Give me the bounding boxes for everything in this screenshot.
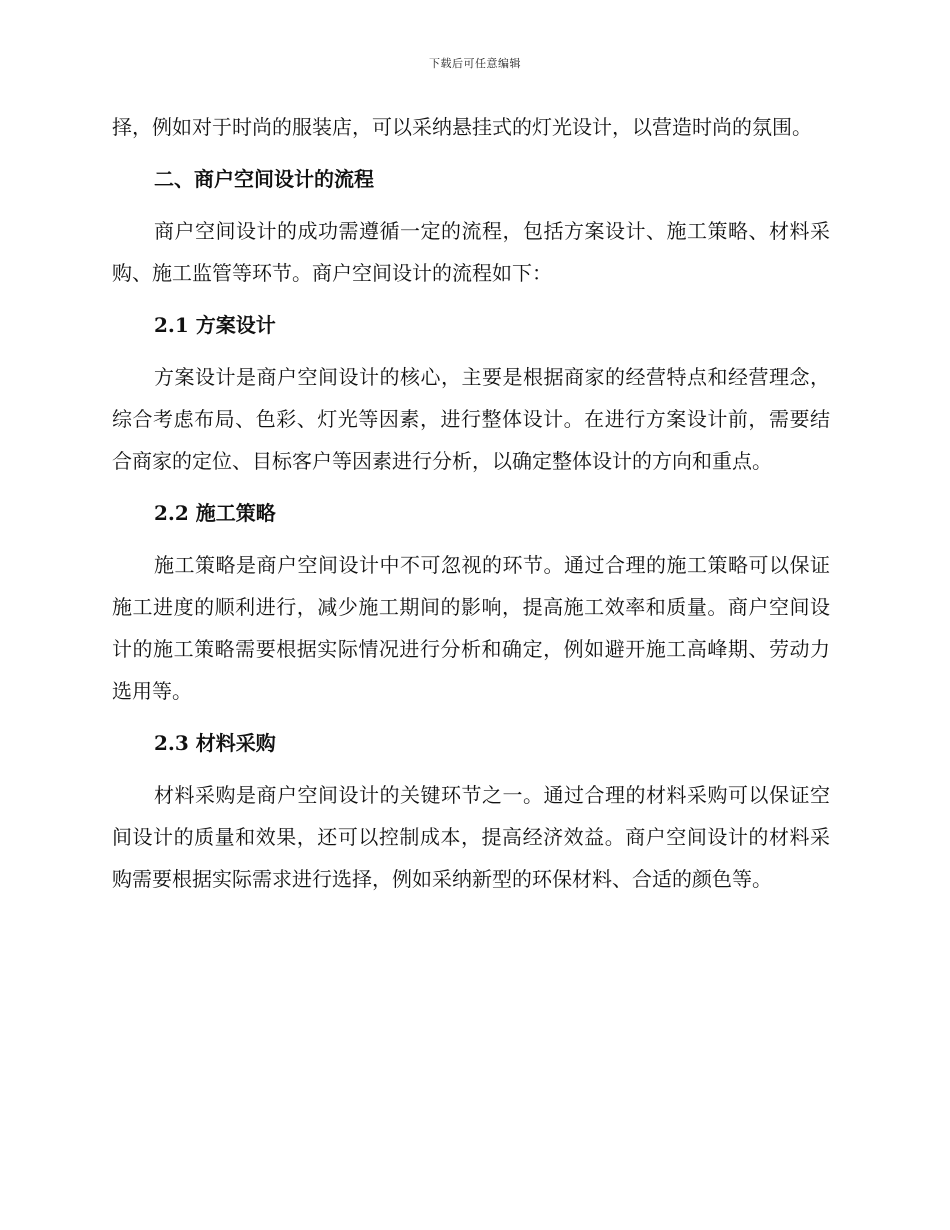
paragraph-construction-strategy: 施工策略是商户空间设计中不可忽视的环节。通过合理的施工策略可以保证施工进度的顺利进行，减少施工期间的影响，提高施工效率和质量。商户空间设计的施工策略需要根据实际情况进行分析和确定，例如避开施工高峰期、劳动力选用等。 [112, 553, 830, 703]
section-heading-process: 二、商户空间设计的流程 [154, 167, 374, 191]
page-header: 下载后可任意编辑 [429, 57, 521, 70]
paragraph-scheme-design: 方案设计是商户空间设计的核心，主要是根据商家的经营特点和经营理念，综合考虑布局、色彩、灯光等因素，进行整体设计。在进行方案设计前，需要结合商家的定位、目标客户等因素进行分析，以确定整体设计的方向和重点。 [112, 365, 830, 473]
paragraph-continuation: 择，例如对于时尚的服装店，可以采纳悬挂式的灯光设计，以营造时尚的氛围。 [112, 115, 812, 139]
subsection-heading-scheme-design: 2.1 方案设计 [154, 313, 276, 337]
subsection-heading-material-procurement: 2.3 材料采购 [154, 731, 276, 755]
document-body [112, 106, 830, 900]
subsection-heading-construction-strategy: 2.2 施工策略 [154, 501, 276, 525]
paragraph-material-procurement: 材料采购是商户空间设计的关键环节之一。通过合理的材料采购可以保证空间设计的质量和效果，还可以控制成本，提高经济效益。商户空间设计的材料采购需要根据实际需求进行选择，例如采纳新型的环保材料、合适的颜色等。 [112, 783, 830, 891]
paragraph-process-intro: 商户空间设计的成功需遵循一定的流程，包括方案设计、施工策略、材料采购、施工监管等环节。商户空间设计的流程如下： [112, 219, 830, 285]
